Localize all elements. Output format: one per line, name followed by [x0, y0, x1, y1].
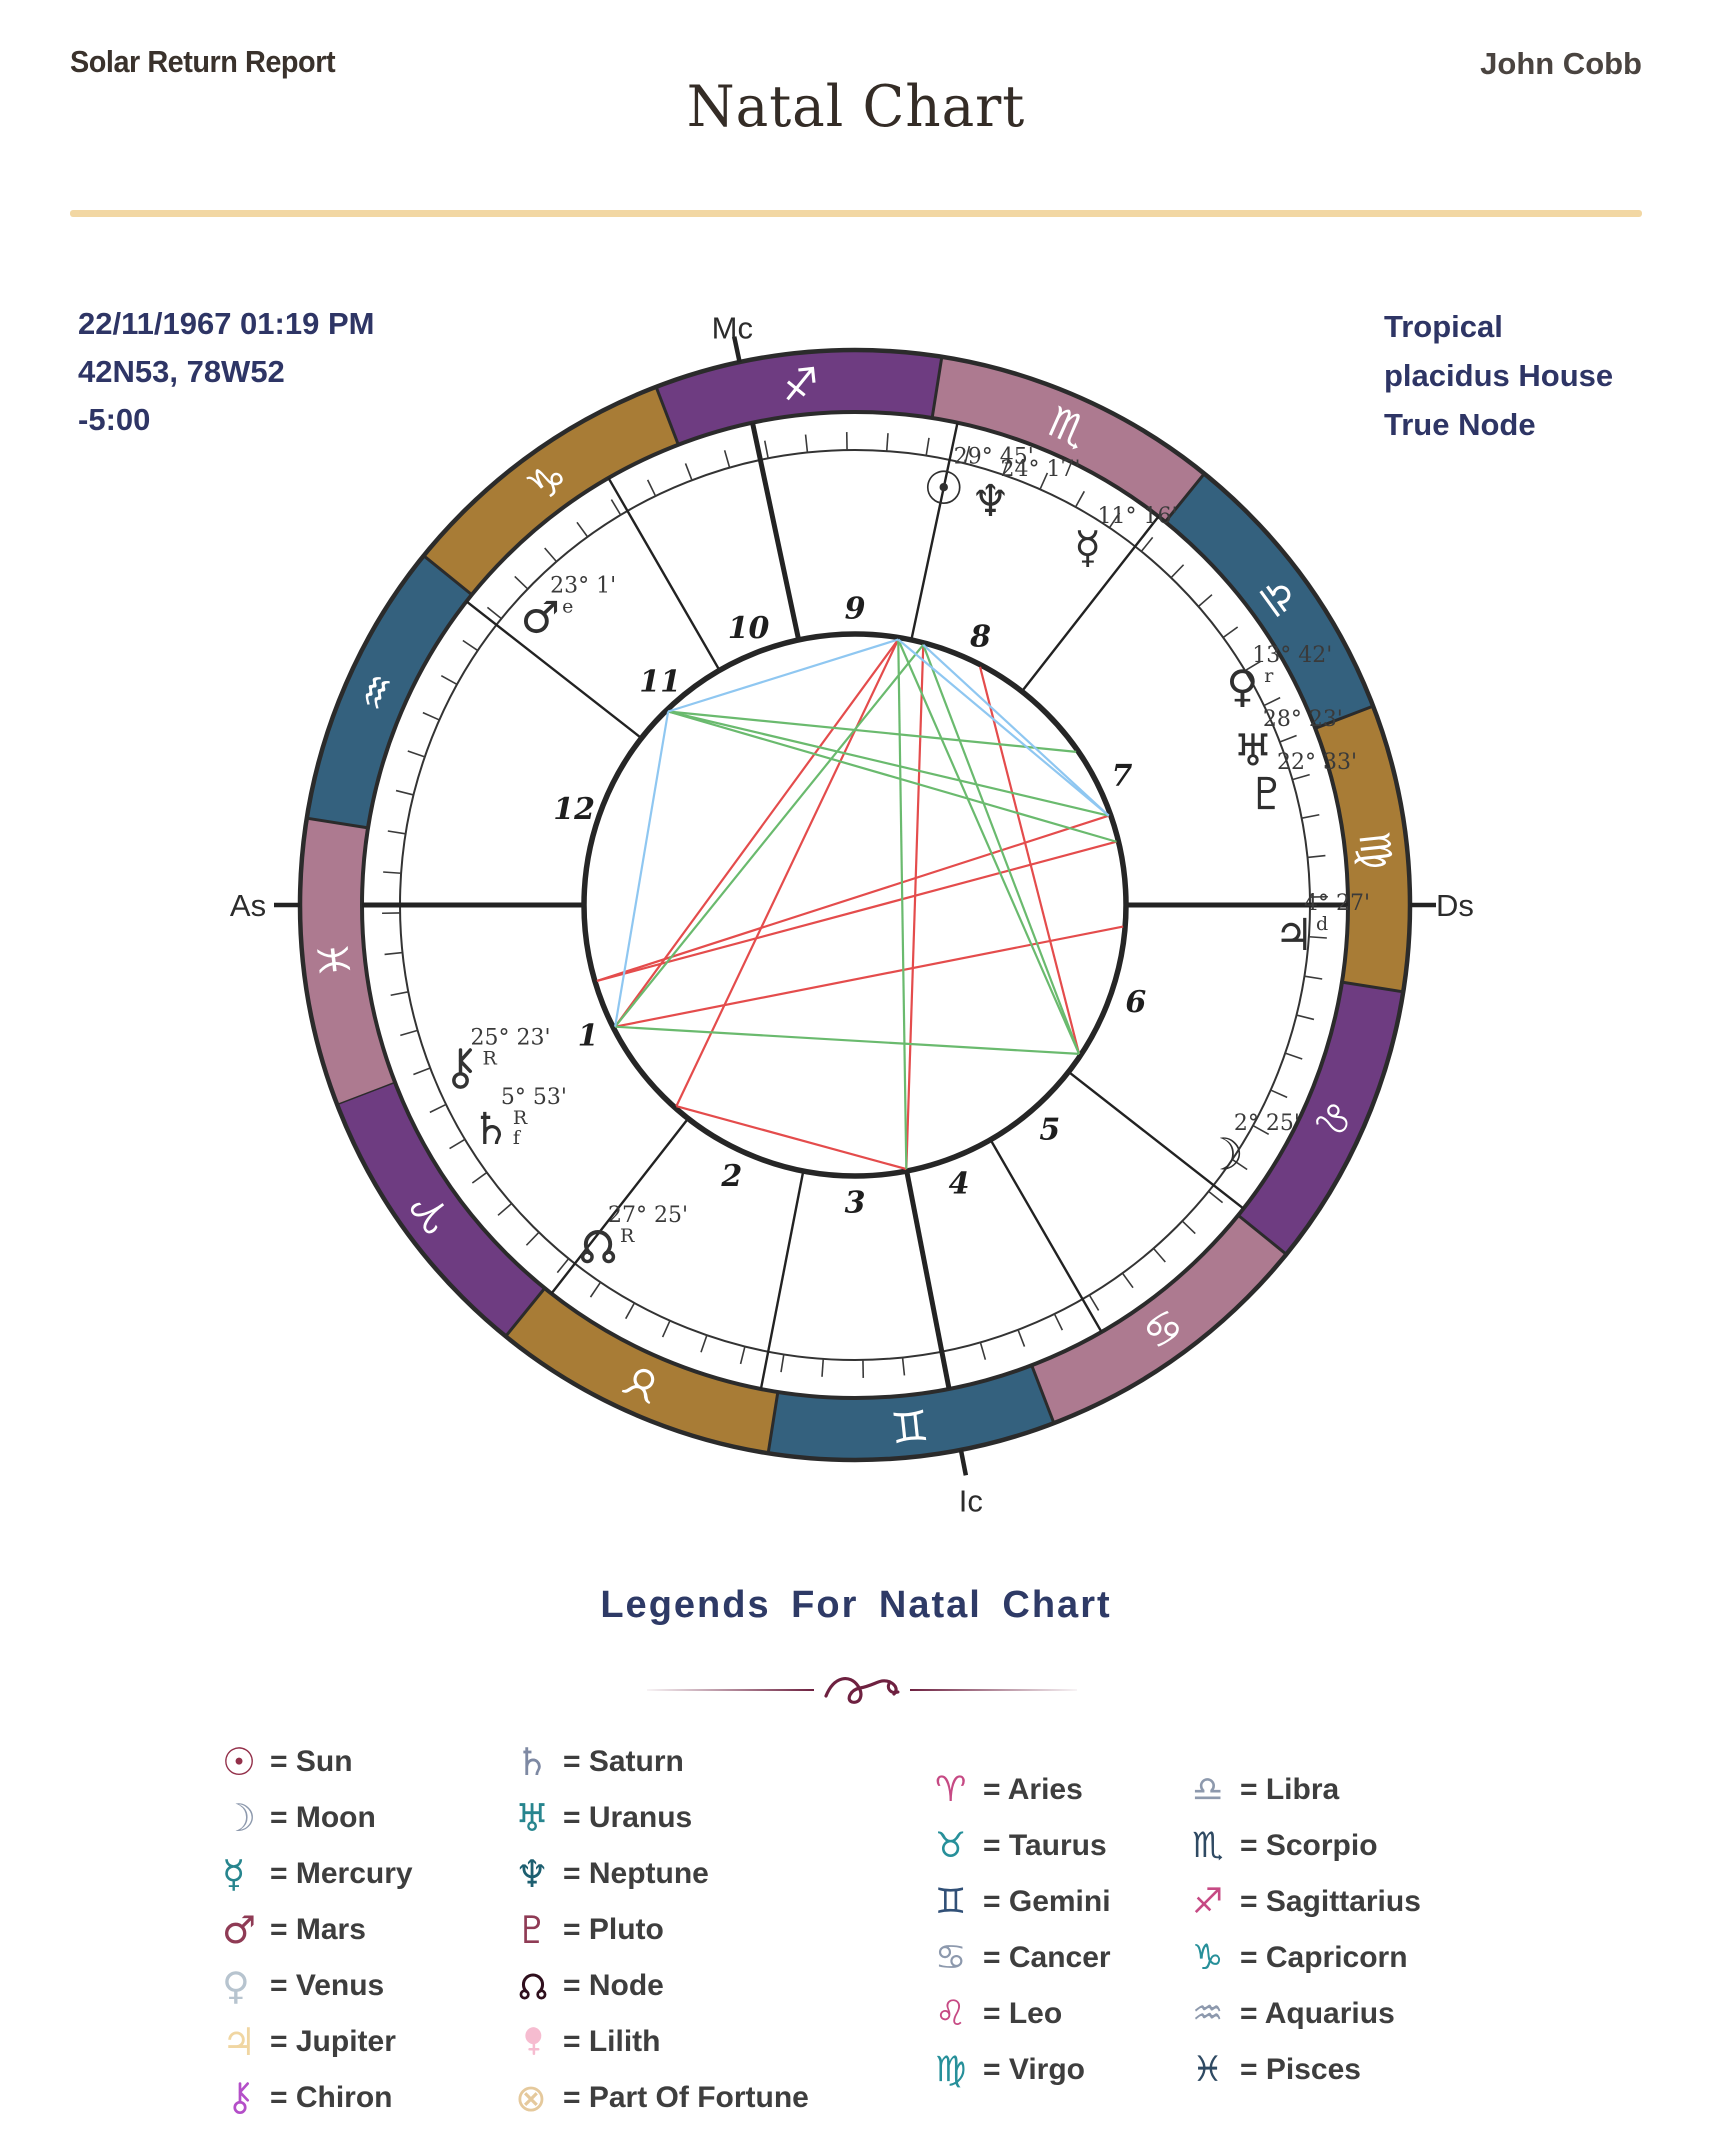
- degree-tick: [472, 1172, 487, 1183]
- degree-tick: [806, 435, 808, 453]
- legend-item-label: = Taurus: [983, 1829, 1107, 1862]
- sign-glyph-virgo: ♍: [1349, 829, 1402, 872]
- degree-tick: [903, 1358, 905, 1376]
- legend-item-label: = Pisces: [1240, 2053, 1361, 2086]
- house-number-11: 11: [639, 664, 682, 700]
- chiron-glyph: [454, 1050, 470, 1087]
- degree-tick: [1285, 1053, 1302, 1059]
- gemini-icon: ♊: [935, 1881, 967, 1922]
- house-cusp-line: [609, 478, 720, 670]
- moon-degree-label: 2° 25': [1233, 1110, 1300, 1136]
- degree-tick: [383, 872, 401, 873]
- lilith-icon: [515, 2022, 551, 2062]
- birth-datetime: 22/11/1967 01:19 PM: [78, 306, 375, 341]
- legend-item-label: = Libra: [1240, 1773, 1340, 1806]
- axis-label-mc: Mc: [711, 310, 753, 346]
- chiron-icon: [222, 2078, 270, 2118]
- sign-glyph-libra: ♎: [1247, 567, 1310, 627]
- degree-tick: [400, 1030, 417, 1035]
- legend-item-label: = Part Of Fortune: [563, 2081, 809, 2114]
- degree-tick: [463, 641, 478, 651]
- degree-tick: [611, 500, 620, 515]
- node-degree-label: 27° 25': [608, 1203, 689, 1229]
- saturn-flag-R: R: [512, 1107, 528, 1130]
- legend-item-label: = Mercury: [270, 1857, 413, 1890]
- degree-tick: [1292, 775, 1309, 780]
- house-number-7: 7: [1111, 758, 1133, 794]
- legend-planet-item: [222, 2070, 413, 2126]
- legend-planet-item: [515, 1790, 809, 1846]
- uranus-glyph: ♅: [1233, 725, 1273, 777]
- legend-planet-item: [515, 1958, 809, 2014]
- natal-wheel-svg: [215, 265, 1495, 1545]
- sign-glyph-capricorn: ♑: [517, 450, 577, 513]
- degree-tick: [545, 548, 557, 562]
- virgo-icon: ♍: [935, 2049, 967, 2090]
- sign-glyph-aquarius: ♒: [346, 664, 407, 720]
- divider-line-right: [910, 1689, 1077, 1692]
- node-flag-R: R: [620, 1225, 635, 1248]
- degree-tick: [781, 1354, 784, 1372]
- axis-outer-tick-ic: [961, 1450, 966, 1476]
- house-number-2: 2: [721, 1158, 743, 1194]
- legend-item-label: = Node: [563, 1969, 664, 2002]
- legend-sign-item: [935, 2042, 1111, 2098]
- legend-sign-item: [935, 1930, 1111, 1986]
- legend-planet-item: [515, 1846, 809, 1902]
- house-system: placidus House: [1384, 358, 1614, 393]
- zodiac-system: Tropical: [1384, 309, 1503, 344]
- degree-tick: [423, 713, 439, 720]
- legend-planet-item: [515, 1902, 809, 1958]
- legend-item-label: = Aries: [983, 1773, 1083, 1806]
- degree-tick: [663, 1321, 670, 1337]
- degree-tick: [1089, 1295, 1098, 1310]
- legend-item-label: = Jupiter: [270, 2025, 396, 2058]
- sun-icon: ☉: [222, 1740, 257, 1784]
- legend-planet-column-1: [222, 1734, 413, 2126]
- venus-icon: ♀: [222, 1964, 250, 2008]
- degree-tick: [430, 1104, 446, 1112]
- lilith-icon: [515, 2022, 563, 2062]
- page-title: Natal Chart: [686, 74, 1026, 140]
- degree-tick: [685, 463, 691, 480]
- jupiter-glyph: ♃: [1274, 910, 1314, 962]
- legend-planet-item: [222, 1902, 413, 1958]
- legend-item-label: = Uranus: [563, 1801, 693, 1834]
- saturn-icon: ♄: [515, 1740, 550, 1784]
- sun-degree-label: 29° 45': [953, 444, 1034, 470]
- venus-glyph: ♀: [1226, 661, 1259, 713]
- legend-item-label: = Venus: [270, 1969, 385, 2002]
- aquarius-icon: ♒: [1192, 1993, 1224, 2034]
- chiron-flag-R: R: [482, 1047, 497, 1070]
- uranus-icon: ♅: [515, 1796, 550, 1840]
- degree-tick: [1018, 1330, 1024, 1347]
- legend-item-label: = Lilith: [563, 2025, 661, 2058]
- mars-glyph: ♂: [520, 592, 560, 644]
- legend-sign-item: [1192, 1818, 1421, 1874]
- degree-tick: [1182, 1221, 1195, 1234]
- neptune-glyph: ♆: [970, 475, 1011, 527]
- venus-degree-label: 13° 42': [1252, 642, 1333, 668]
- degree-tick: [1308, 856, 1326, 858]
- legend-sign-item: [935, 1874, 1111, 1930]
- legend-title: Legends For Natal Chart: [600, 1584, 1112, 1626]
- degree-tick: [1304, 976, 1322, 979]
- venus-flag-r: r: [1264, 664, 1274, 687]
- degree-tick: [1198, 595, 1212, 607]
- legend-item-label: = Aquarius: [1240, 1997, 1395, 2030]
- house-number-10: 10: [727, 611, 770, 647]
- pluto-degree-label: 22° 33': [1277, 750, 1358, 776]
- legend-planet-item: [222, 1958, 413, 2014]
- house-number-5: 5: [1039, 1112, 1061, 1148]
- degree-tick: [450, 1139, 465, 1148]
- aspect-inner-circle: [584, 634, 1126, 1176]
- degree-tick: [822, 1359, 823, 1377]
- header-divider-rule: [70, 210, 1642, 217]
- legend-item-label: = Sagittarius: [1240, 1885, 1421, 1918]
- legend-item-label: = Pluto: [563, 1913, 664, 1946]
- legend-divider: [647, 1668, 1077, 1712]
- aries-icon: ♈: [935, 1769, 967, 1810]
- degree-tick: [408, 751, 425, 757]
- legend-item-label: = Moon: [270, 1801, 376, 1834]
- legend-sign-item: [935, 1762, 1111, 1818]
- legend-sign-item: [1192, 1986, 1421, 2042]
- degree-tick: [1271, 1090, 1287, 1097]
- mercury-degree-label: 11° 16': [1097, 503, 1178, 529]
- house-number-3: 3: [844, 1185, 866, 1221]
- libra-icon: ♎: [1192, 1769, 1224, 1810]
- degree-tick: [1280, 735, 1297, 741]
- axis-label-ds: Ds: [1436, 887, 1474, 923]
- legend-planet-item: [515, 1734, 809, 1790]
- node-icon: [515, 1966, 551, 2006]
- degree-tick: [887, 433, 888, 451]
- sign-glyph-gemini: ♊: [888, 1399, 931, 1452]
- pluto-glyph: ♇: [1247, 768, 1287, 820]
- degree-tick: [648, 480, 656, 496]
- sagittarius-icon: ♐: [1192, 1881, 1224, 1922]
- degree-tick: [1223, 627, 1238, 638]
- degree-tick: [391, 992, 409, 995]
- taurus-icon: ♉: [935, 1825, 967, 1866]
- degree-tick: [591, 1282, 601, 1297]
- degree-tick: [441, 676, 457, 685]
- legend-item-label: = Sun: [270, 1745, 353, 1778]
- sign-glyph-sagittarius: ♐: [779, 358, 822, 411]
- legend-sign-item: [935, 1818, 1111, 1874]
- legend-planet-item: [222, 1846, 413, 1902]
- sign-glyph-taurus: ♉: [614, 1353, 670, 1414]
- axis-label-ic: Ic: [958, 1483, 983, 1519]
- jupiter-degree-label: 4° 27': [1304, 891, 1371, 917]
- legend-sign-item: [1192, 1762, 1421, 1818]
- axis-label-as: As: [229, 887, 267, 923]
- degree-tick: [498, 1204, 512, 1216]
- legend-item-label: = Gemini: [983, 1885, 1111, 1918]
- legend-sign-item: [935, 1986, 1111, 2042]
- saturn-glyph: ♄: [471, 1103, 511, 1155]
- legend-planet-column-2: [515, 1734, 809, 2126]
- birth-timezone: -5:00: [78, 402, 151, 437]
- degree-tick: [577, 522, 588, 537]
- sign-glyph-aries: ♈: [400, 1183, 463, 1243]
- mercury-icon: ☿: [222, 1852, 246, 1896]
- pluto-icon: ♇: [515, 1908, 550, 1952]
- legend-planet-item: [515, 2014, 809, 2070]
- node-icon: [515, 1966, 563, 2006]
- person-name: John Cobb: [1480, 46, 1642, 81]
- degree-tick: [725, 450, 730, 467]
- legend-sign-item: [1192, 1930, 1421, 1986]
- degree-tick: [1302, 815, 1320, 818]
- mercury-glyph: ☿: [1074, 522, 1102, 574]
- mars-degree-label: 23° 1': [550, 573, 617, 599]
- degree-tick: [413, 1068, 430, 1074]
- legend-item-label: = Capricorn: [1240, 1941, 1408, 1974]
- legend-item-label: = Mars: [270, 1913, 366, 1946]
- degree-tick: [926, 438, 929, 456]
- legend-item-label: = Neptune: [563, 1857, 709, 1890]
- degree-tick: [1154, 1248, 1166, 1262]
- house-number-1: 1: [577, 1018, 599, 1054]
- legend-planet-item: [222, 1790, 413, 1846]
- legend-sign-item: [1192, 1874, 1421, 1930]
- degree-tick: [515, 576, 528, 589]
- degree-tick: [487, 607, 501, 618]
- degree-tick: [741, 1346, 745, 1363]
- degree-tick: [626, 1303, 635, 1319]
- chiron-degree-label: 25° 23': [470, 1025, 551, 1051]
- chiron-icon: [222, 2078, 258, 2118]
- degree-tick: [1171, 565, 1184, 578]
- legend-planet-item: [222, 1734, 413, 1790]
- legend-sign-column-2: [1192, 1762, 1421, 2098]
- house-number-4: 4: [948, 1166, 970, 1202]
- leo-icon: ♌: [935, 1993, 967, 2034]
- degree-tick: [1264, 698, 1280, 706]
- jupiter-flag-d: d: [1316, 913, 1329, 936]
- sign-glyph-pisces: ♓: [308, 938, 361, 981]
- legend-planet-item: [222, 2014, 413, 2070]
- jupiter-icon: ♃: [222, 2020, 257, 2064]
- natal-wheel: [215, 265, 1495, 1545]
- degree-tick: [1122, 1273, 1133, 1288]
- house-number-8: 8: [970, 619, 991, 655]
- legend-item-label: = Chiron: [270, 2081, 393, 2114]
- pisces-icon: ♓: [1192, 2049, 1224, 2090]
- part-of-fortune-icon: ⊗: [515, 2076, 547, 2120]
- capricorn-icon: ♑: [1192, 1937, 1224, 1978]
- legend-item-label: = Leo: [983, 1997, 1063, 2030]
- divider-squiggle-ornament: [820, 1670, 904, 1710]
- mars-flag-e: e: [562, 595, 574, 618]
- degree-tick: [1296, 1015, 1313, 1019]
- house-number-9: 9: [844, 591, 866, 627]
- degree-tick: [765, 441, 768, 459]
- degree-tick: [980, 1342, 985, 1359]
- degree-tick: [388, 831, 406, 834]
- house-cusp-line: [991, 1140, 1102, 1332]
- house-number-6: 6: [1125, 985, 1147, 1021]
- house-number-12: 12: [553, 791, 596, 827]
- node-glyph: [583, 1232, 614, 1262]
- degree-tick: [1209, 1191, 1223, 1202]
- degree-tick: [557, 1259, 568, 1273]
- legend-item-label: = Scorpio: [1240, 1829, 1378, 1862]
- legend-sign-column-1: [935, 1762, 1111, 2098]
- degree-tick: [1054, 1314, 1062, 1330]
- report-title: Solar Return Report: [70, 44, 336, 79]
- divider-line-left: [647, 1689, 814, 1692]
- neptune-degree-label: 24° 17': [1000, 457, 1081, 483]
- legend-item-label: = Cancer: [983, 1941, 1111, 1974]
- node-type: True Node: [1384, 407, 1536, 442]
- sign-glyph-scorpio: ♏: [1040, 396, 1096, 457]
- saturn-flag-f: f: [512, 1127, 520, 1150]
- uranus-degree-label: 28° 23': [1262, 706, 1343, 732]
- degree-tick: [385, 953, 403, 955]
- sign-glyph-cancer: ♋: [1133, 1297, 1193, 1360]
- degree-tick: [1076, 491, 1085, 507]
- legend-sign-item: [1192, 2042, 1421, 2098]
- degree-tick: [396, 791, 413, 795]
- saturn-degree-label: 5° 53': [500, 1085, 567, 1111]
- legend-item-label: = Virgo: [983, 2053, 1085, 2086]
- birth-coordinates: 42N53, 78W52: [78, 354, 285, 389]
- legend-planet-item: [515, 2070, 809, 2126]
- moon-glyph: ☽: [1204, 1129, 1244, 1181]
- degree-tick: [1141, 537, 1152, 551]
- degree-tick: [701, 1335, 707, 1352]
- neptune-icon: ♆: [515, 1852, 550, 1896]
- degree-tick: [526, 1232, 539, 1245]
- cancer-icon: ♋: [935, 1937, 967, 1978]
- mars-icon: ♂: [222, 1908, 257, 1952]
- sign-glyph-leo: ♌: [1303, 1090, 1364, 1146]
- moon-icon: ☽: [222, 1796, 257, 1840]
- sun-glyph: ☉: [923, 460, 965, 515]
- legend-item-label: = Saturn: [563, 1745, 684, 1778]
- scorpio-icon: ♏: [1192, 1825, 1224, 1866]
